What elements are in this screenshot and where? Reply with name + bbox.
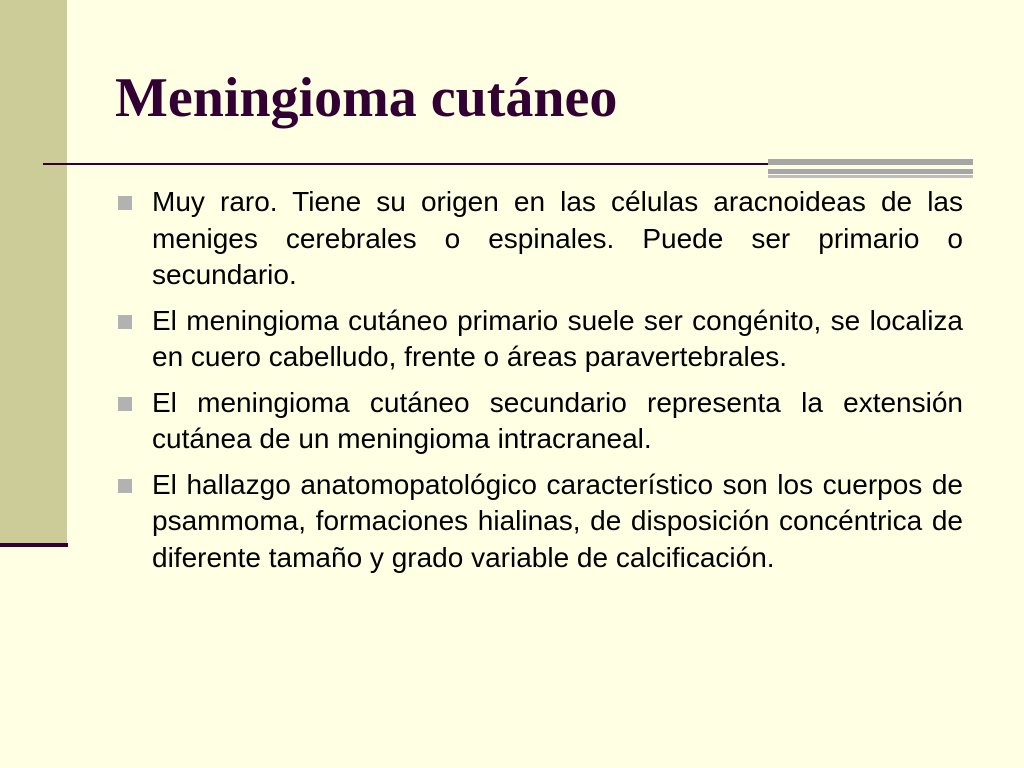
bullet-list — [118, 184, 963, 585]
decorative-bars — [768, 159, 973, 179]
left-band-underline — [0, 543, 68, 547]
square-bullet-icon — [118, 479, 132, 493]
bullet-item — [118, 385, 963, 458]
square-bullet-icon — [118, 196, 132, 210]
bullet-text: Muy raro. Tiene su origen en las células aracnoideas de las meniges cerebrales o espinales. Puede ser primario o secundario. — [152, 186, 963, 290]
left-accent-band — [0, 0, 67, 545]
slide-title: Meningioma cutáneo — [115, 67, 618, 129]
bullet-text: El hallazgo anatomopatológico característico son los cuerpos de psammoma, formaciones hialinas, de disposición concéntrica de diferente tamaño y grado variable de calcificación. — [152, 468, 963, 573]
decorative-bar — [768, 169, 973, 174]
bullet-item — [118, 467, 963, 577]
decorative-bar — [768, 175, 973, 178]
bullet-text: El meningioma cutáneo primario suele ser congénito, se localiza en cuero cabelludo, frente o áreas paravertebrales. — [152, 304, 963, 372]
decorative-bar — [768, 159, 973, 165]
square-bullet-icon — [118, 315, 132, 329]
square-bullet-icon — [118, 397, 132, 411]
bullet-item — [118, 303, 963, 376]
bullet-text: El meningioma cutáneo secundario representa la extensión cutánea de un meningioma intracraneal. — [152, 386, 963, 454]
bullet-item — [118, 184, 963, 294]
